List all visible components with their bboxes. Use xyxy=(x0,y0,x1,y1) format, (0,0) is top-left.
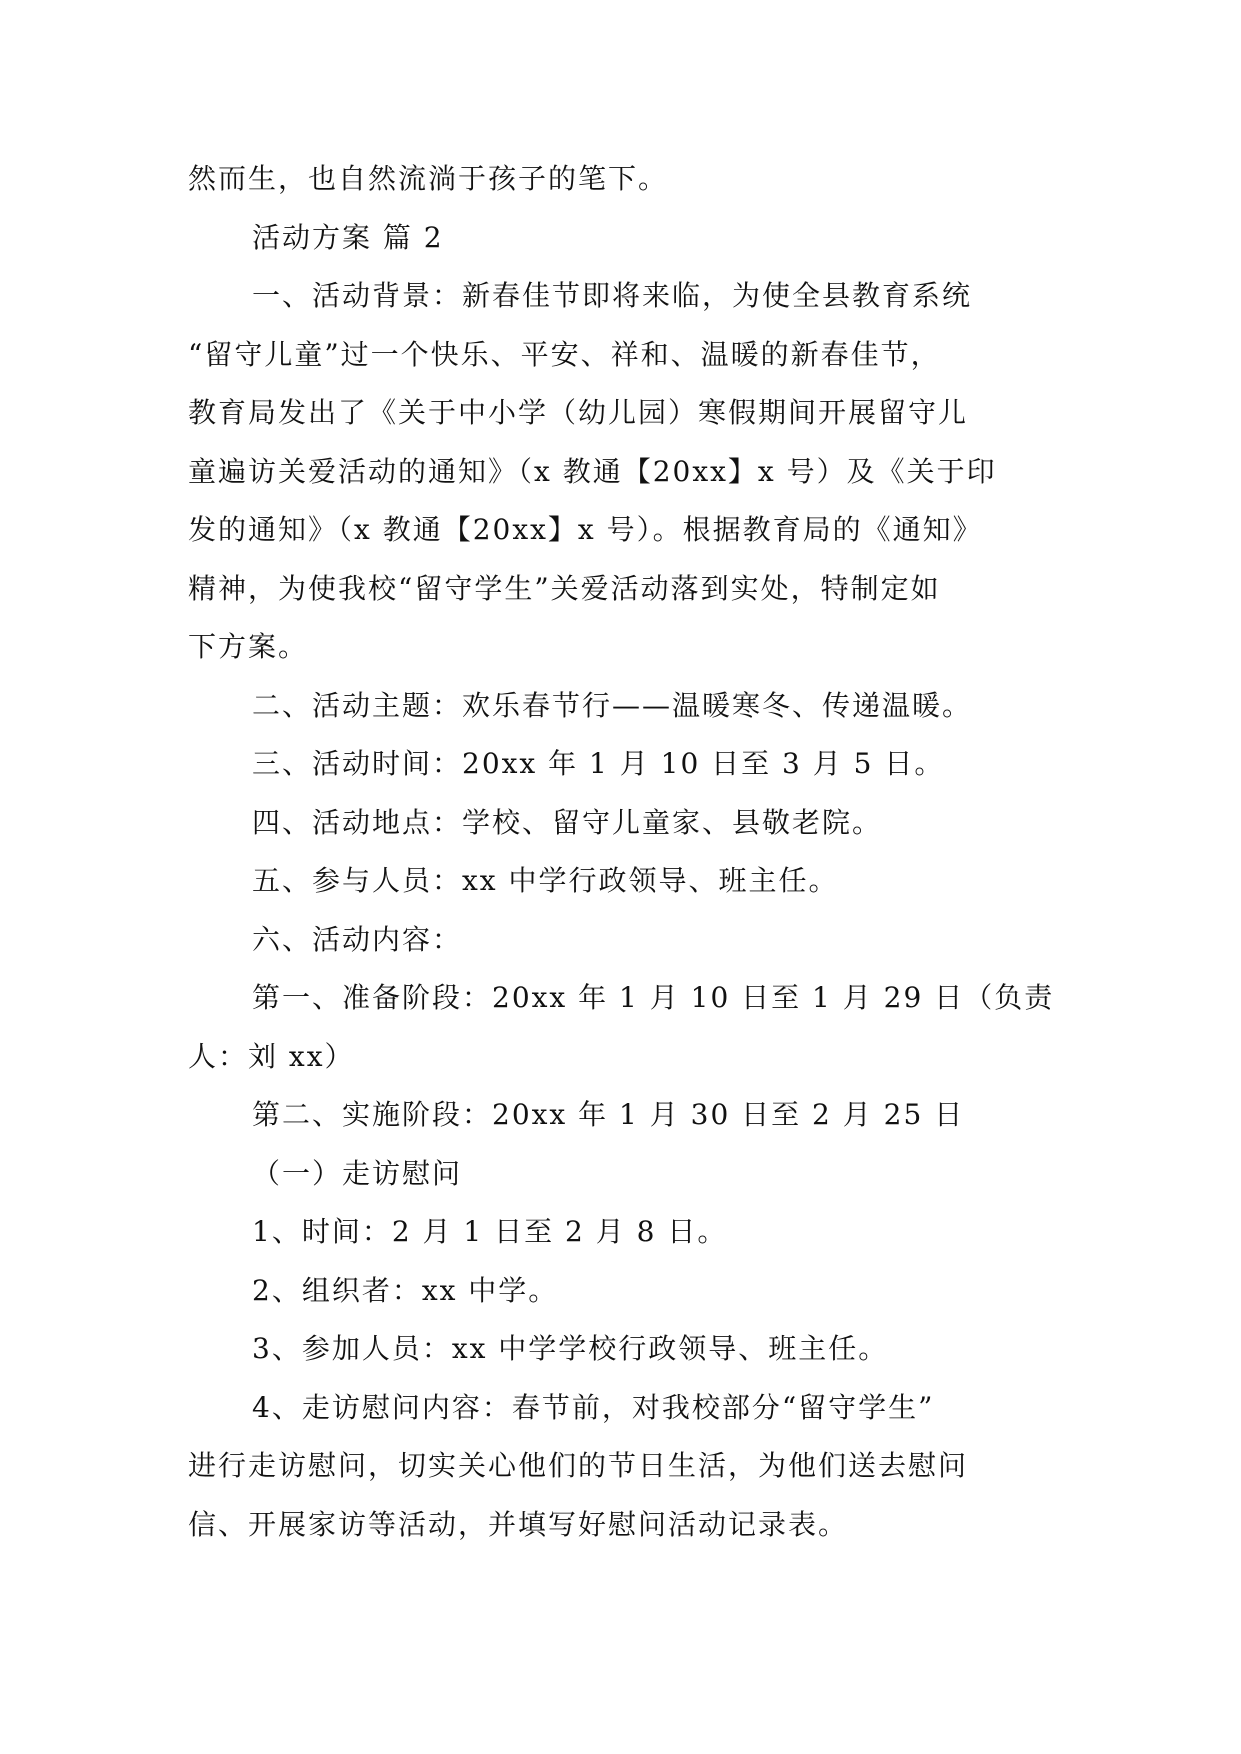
text-line: 二、活动主题：欢乐春节行——温暖寒冬、传递温暖。 xyxy=(252,688,973,722)
text-line: 然而生，也自然流淌于孩子的笔下。 xyxy=(188,162,669,195)
text-line: 六、活动内容： xyxy=(252,922,463,956)
document-body xyxy=(188,150,1068,1554)
text-line: 4、走访慰问内容：春节前，对我校部分“留守学生” xyxy=(252,1390,935,1424)
text-line: 发的通知》（x 教通【20xx】x 号）。根据教育局的《通知》 xyxy=(188,513,983,546)
text-line: 信、开展家访等活动，并填写好慰问活动记录表。 xyxy=(188,1507,849,1541)
text-line: 第一、准备阶段：20xx 年 1 月 10 日至 1 月 29 日（负责 xyxy=(252,981,1055,1014)
section-title: 活动方案 篇 2 xyxy=(252,220,444,254)
text-line: 1、时间：2 月 1 日至 2 月 8 日。 xyxy=(252,1215,728,1248)
text-line: 五、参与人员：xx 中学行政领导、班主任。 xyxy=(252,864,839,897)
text-line: 第二、实施阶段：20xx 年 1 月 30 日至 2 月 25 日 xyxy=(252,1098,965,1131)
text-line: 精神，为使我校“留守学生”关爱活动落到实处，特制定如 xyxy=(188,571,941,605)
text-line: 2、组织者：xx 中学。 xyxy=(252,1273,559,1307)
text-line: 一、活动背景：新春佳节即将来临，为使全县教育系统 xyxy=(252,279,973,312)
text-line: 童遍访关爱活动的通知》（x 教通【20xx】x 号）及《关于印 xyxy=(188,454,997,488)
text-line: 三、活动时间：20xx 年 1 月 10 日至 3 月 5 日。 xyxy=(252,747,945,780)
text-line: 下方案。 xyxy=(188,630,309,663)
text-line: 四、活动地点：学校、留守儿童家、县敬老院。 xyxy=(252,805,883,839)
text-line: 人：刘 xx） xyxy=(188,1039,355,1073)
text-line: 进行走访慰问，切实关心他们的节日生活，为他们送去慰问 xyxy=(188,1449,969,1482)
text-line: 3、参加人员：xx 中学学校行政领导、班主任。 xyxy=(252,1332,889,1365)
text-line: 教育局发出了《关于中小学（幼儿园）寒假期间开展留守儿 xyxy=(188,396,969,429)
text-line: “留守儿童”过一个快乐、平安、祥和、温暖的新春佳节， xyxy=(188,337,941,371)
subsection-title: （一）走访慰问 xyxy=(252,1156,463,1190)
